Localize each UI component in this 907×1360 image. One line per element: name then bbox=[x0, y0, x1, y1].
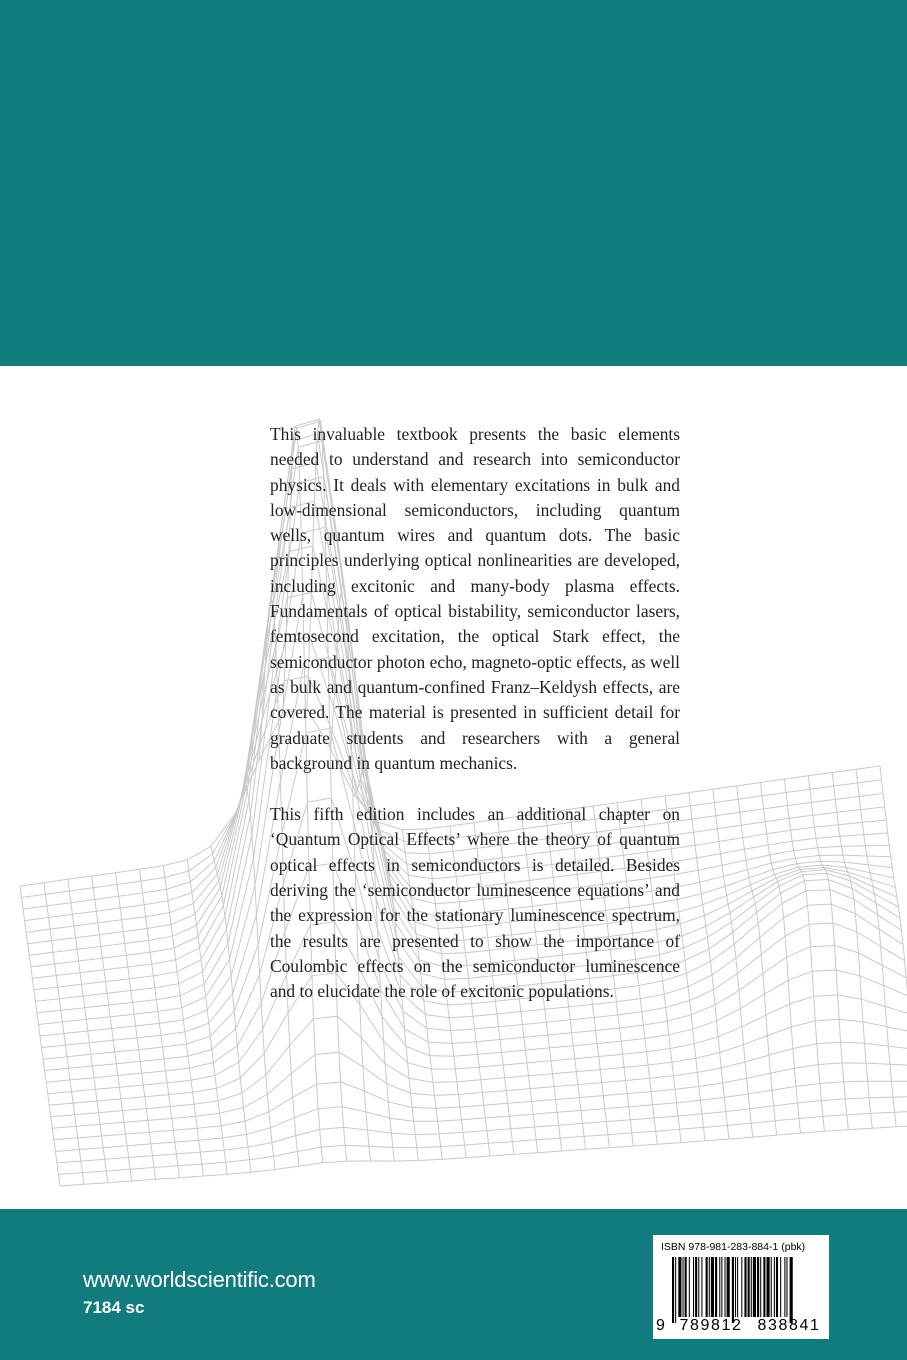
barcode-bar bbox=[672, 1257, 674, 1323]
barcode-bar bbox=[760, 1257, 761, 1317]
catalog-code: 7184 sc bbox=[83, 1298, 145, 1317]
barcode-bar bbox=[698, 1257, 699, 1317]
mesh-line bbox=[832, 773, 872, 1129]
mesh-line bbox=[20, 886, 60, 1186]
mesh-line bbox=[59, 1111, 907, 1174]
barcode-bar bbox=[790, 1257, 793, 1323]
barcode-bar bbox=[715, 1257, 717, 1317]
mesh-line bbox=[713, 789, 753, 1137]
barcode-bar bbox=[732, 1257, 734, 1323]
barcode-bar bbox=[725, 1257, 726, 1317]
barcode-bar bbox=[678, 1257, 681, 1317]
barcode-bar bbox=[675, 1257, 676, 1323]
mesh-line bbox=[55, 1081, 907, 1151]
barcode-bar bbox=[776, 1257, 778, 1317]
mesh-line bbox=[52, 1042, 907, 1128]
description-paragraph-1: This invaluable textbook presents the basic elements needed to understand and research into semiconductor physics. It deals with elementary excitations in bulk and low-dimensional semiconductors, including quantum wells, quantum wires and quantum dots. The basic principles underlying optical nonlinearities are developed, including excitonic and many-body plasma effects. Fundamentals of optical bistability, semiconductor lasers, femtosecond excitation, the optical Stark effect, the semiconductor photon echo, magneto-optic effects, as well as bulk and quantum-confined Franz–Keldysh effects, are covered. The material is presented in sufficient detail for graduate students and researchers with a general background in quantum mechanics. bbox=[270, 424, 680, 773]
barcode-bar bbox=[774, 1257, 775, 1317]
barcode-bar bbox=[748, 1257, 750, 1317]
barcode-bar bbox=[695, 1257, 697, 1317]
barcode-bar bbox=[727, 1257, 730, 1317]
barcode-bar bbox=[737, 1257, 738, 1317]
mesh-line bbox=[808, 776, 848, 1130]
top-color-band bbox=[0, 0, 907, 366]
barcode-bar bbox=[751, 1257, 752, 1317]
barcode-bar bbox=[721, 1257, 722, 1317]
barcode-bar bbox=[753, 1257, 756, 1317]
barcode-first-digit: 9 bbox=[656, 1317, 665, 1334]
isbn-label: ISBN 978-981-283-884-1 (pbk) bbox=[661, 1241, 806, 1253]
mesh-line bbox=[737, 786, 777, 1135]
barcode-bar bbox=[683, 1257, 684, 1317]
barcode-bar bbox=[771, 1257, 772, 1317]
barcode-bar bbox=[693, 1257, 694, 1317]
barcode-bar bbox=[735, 1257, 736, 1317]
barcode-bar bbox=[741, 1257, 742, 1317]
publisher-website: www.worldscientific.com bbox=[83, 1267, 316, 1292]
barcode-bar bbox=[711, 1257, 714, 1317]
barcode-bar bbox=[701, 1257, 702, 1317]
mesh-line bbox=[856, 769, 896, 1127]
description-paragraph-2: This fifth edition includes an additional chapter on ‘Quantum Optical Effects’ where the theory of quantum optical effects in semiconductors is detailed. Besides deriving the ‘semiconductor luminescence equations’ and the expression for the stationary luminescence spectrum, the results are presented to show the importance of Coulombic effects on the semiconductor luminescence and to elucidate the role of excitonic populations. bbox=[270, 804, 680, 1002]
bottom-color-band bbox=[0, 1209, 907, 1360]
barcode-bar bbox=[709, 1257, 710, 1317]
description-panel bbox=[0, 366, 907, 1209]
barcode-bar bbox=[757, 1257, 759, 1317]
mesh-line bbox=[60, 1126, 907, 1187]
barcode-digits bbox=[653, 1317, 829, 1337]
barcode-bar bbox=[763, 1257, 765, 1317]
barcode-bar bbox=[767, 1257, 770, 1317]
barcode-bar bbox=[719, 1257, 720, 1317]
barcode-bar bbox=[706, 1257, 708, 1317]
isbn-barcode-block bbox=[653, 1235, 829, 1339]
barcode-bar bbox=[689, 1257, 690, 1317]
barcode-left-digits: 789812 bbox=[679, 1317, 743, 1334]
barcode-right-digits: 838841 bbox=[757, 1317, 821, 1334]
barcode-bar bbox=[744, 1257, 746, 1317]
barcode-bar bbox=[786, 1257, 787, 1317]
barcode-bar bbox=[784, 1257, 785, 1317]
barcode-bar bbox=[685, 1257, 687, 1317]
barcode-bar bbox=[780, 1257, 781, 1317]
book-description bbox=[270, 422, 680, 1031]
mesh-line bbox=[761, 783, 801, 1134]
